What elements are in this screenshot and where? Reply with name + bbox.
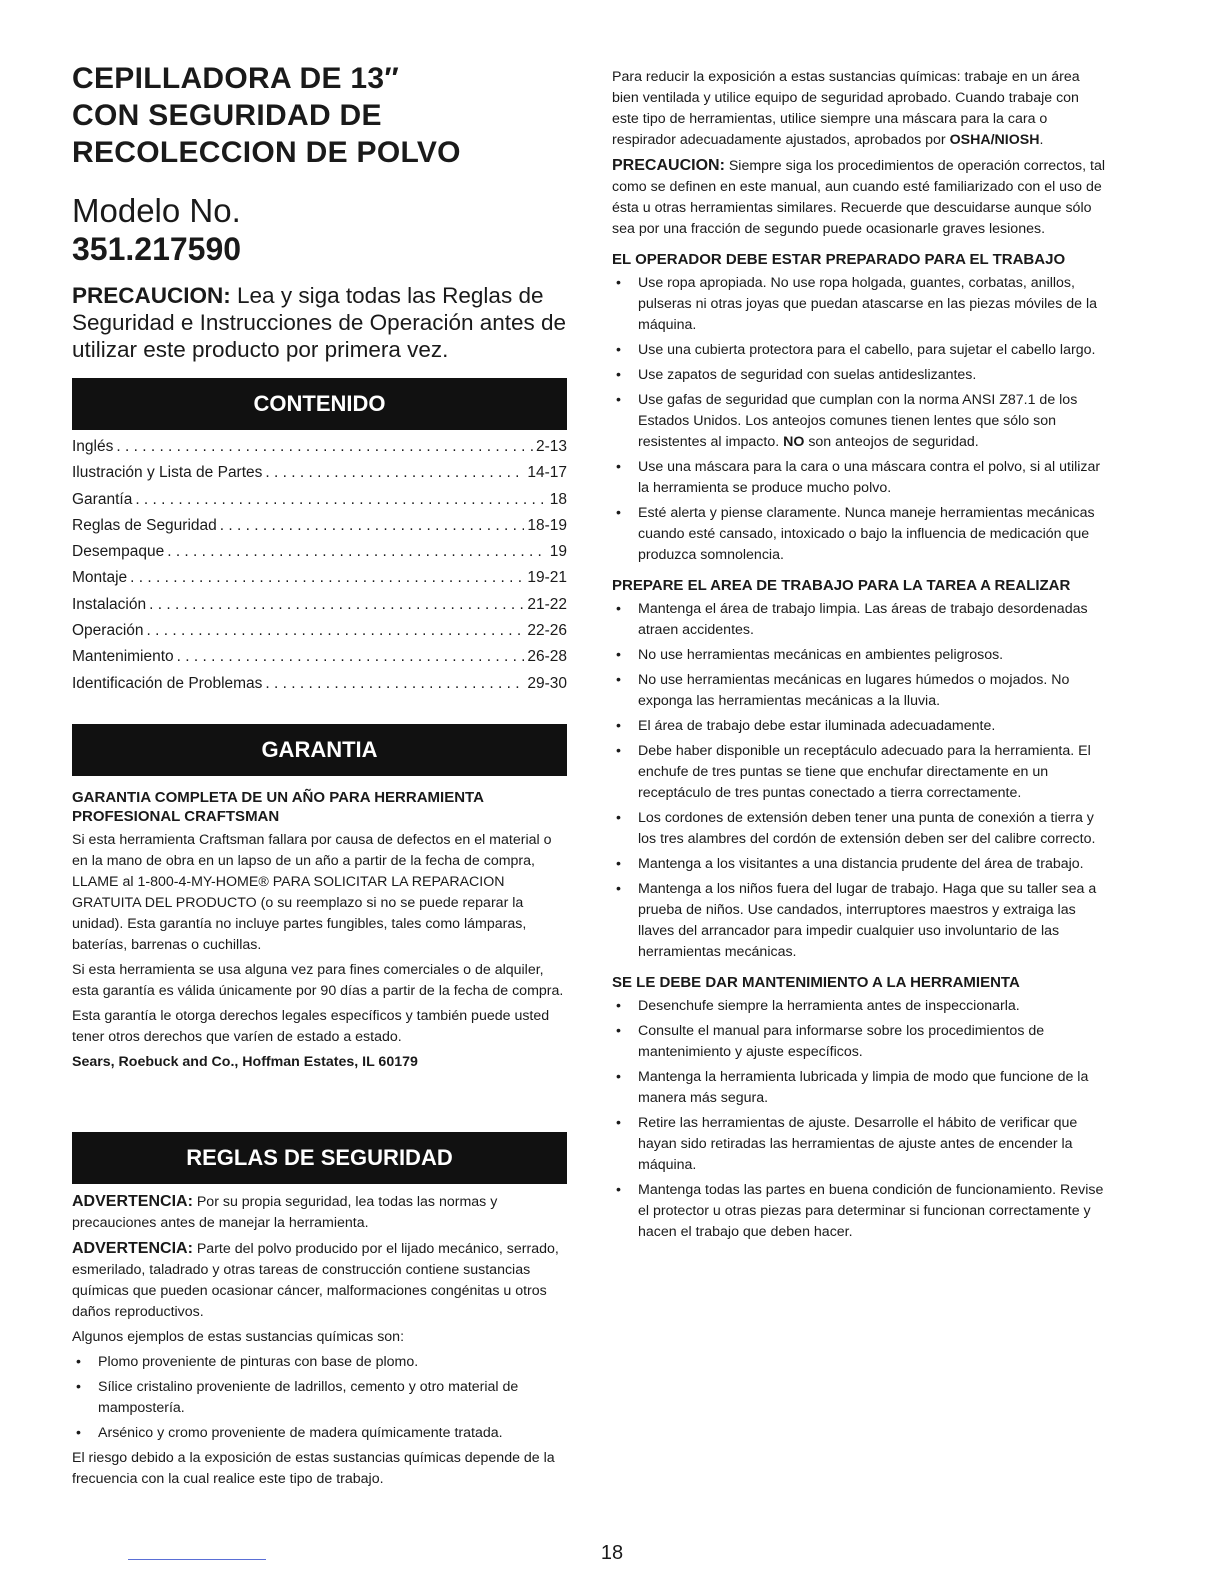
- toc-dot-leader: [265, 671, 524, 697]
- toc-entry-pages: 29-30: [527, 674, 567, 692]
- warranty-paragraph: Si esta herramienta Craftsman fallara por causa de defectos en el material o en la mano de obra en un lapso de un año a partir de la fecha de compra, LLAME al 1-800-4-MY-HOME® PARA SOLICITAR LA REPARACION GRATUITA DEL PRODUCTO (o su reemplazo si no se puede reparar la unidad). Esta garantía no incluye partes fungibles, tales como lámparas, baterías, barrenas o cuchillas.: [72, 832, 552, 953]
- list-item: • Use zapatos de seguridad con suelas antideslizantes.: [612, 365, 1107, 386]
- list-item: • Consulte el manual para informarse sobre los procedimientos de mantenimiento y ajuste específicos.: [612, 1021, 1107, 1063]
- footer-rule: [128, 1559, 266, 1560]
- toc-entry-label: Identificación de Problemas: [72, 674, 263, 692]
- toc-entry[interactable]: [72, 618, 567, 644]
- list-item: • Use ropa apropiada. No use ropa holgada, guantes, corbatas, anillos, pulseras ni otras joyas que puedan atascarse en las piezas móviles de la máquina.: [612, 273, 1107, 336]
- toc-dot-leader: [177, 644, 525, 670]
- list-item: • Esté alerta y piense claramente. Nunca maneje herramientas mecánicas cuando esté cansado, intoxicado o bajo la influencia de medicación que produzca somnolencia.: [612, 503, 1107, 566]
- maintenance-heading: SE LE DEBE DAR MANTENIMIENTO A LA HERRAMIENTA: [612, 974, 1020, 991]
- warranty-paragraph: Si esta herramienta se usa alguna vez para fines comerciales o de alquiler, esta garantía es válida únicamente por 90 días a partir de la fecha de compra.: [72, 962, 564, 999]
- toc-entry-label: Instalación: [72, 595, 147, 613]
- list-item: • Mantenga la herramienta lubricada y limpia de modo que funcione de la manera más segura.: [612, 1067, 1107, 1109]
- osha-niosh-label: OSHA/NIOSH: [949, 132, 1040, 148]
- title-line-3: RECOLECCION DE POLVO: [72, 136, 461, 169]
- toc-dot-leader: [265, 460, 524, 486]
- warranty-paragraph: Esta garantía le otorga derechos legales específicos y también puede usted tener otros derechos que varíen de estado a estado.: [72, 1008, 550, 1045]
- table-of-contents: [72, 434, 567, 697]
- toc-dot-leader: [167, 539, 547, 565]
- toc-dot-leader: [149, 592, 524, 618]
- toc-entry[interactable]: [72, 671, 567, 697]
- maintenance-list: [612, 996, 1107, 1243]
- exposure-text: Para reducir la exposición a estas sustancias químicas: trabaje en un área bien ventilada y utilice equipo de seguridad aprobado. Cuando trabaje con este tipo de herramientas, utilice siempre una máscara para la cara o respirador adecuadamente ajustados, aprobados por: [612, 69, 1080, 148]
- toc-entry-pages: 18-19: [527, 516, 567, 534]
- title-line-1: CEPILLADORA DE 13″: [72, 62, 400, 95]
- list-item: • Mantenga todas las partes en buena condición de funcionamiento. Revise el protector u otras piezas para determinar si funcionan correctamente y hacen el trabajo que deben hacer.: [612, 1180, 1107, 1243]
- toc-dot-leader: [147, 618, 525, 644]
- warning-1: [72, 1191, 567, 1234]
- page-number: 18: [600, 1542, 624, 1564]
- list-item: • El área de trabajo debe estar iluminada adecuadamente.: [612, 716, 1107, 737]
- toc-entry-pages: 18: [549, 490, 567, 508]
- caution-paragraph: [612, 155, 1107, 240]
- warranty-heading: GARANTIA: [72, 724, 567, 776]
- toc-entry-label: Ilustración y Lista de Partes: [72, 464, 263, 482]
- caution-label: PRECAUCION:: [612, 157, 725, 174]
- precaution-intro-label: PRECAUCION:: [72, 283, 231, 308]
- list-item-emphasis: NO: [783, 434, 805, 450]
- toc-entry[interactable]: [72, 565, 567, 591]
- contents-heading: CONTENIDO: [72, 378, 567, 430]
- list-item-text: Use gafas de seguridad que cumplan con la norma ANSI Z87.1 de los Estados Unidos. Los anteojos comunes tienen lentes que sólo son resistentes al impacto.: [638, 392, 1078, 450]
- toc-entry[interactable]: [72, 592, 567, 618]
- safety-section: [72, 1191, 567, 1494]
- toc-entry[interactable]: [72, 487, 567, 513]
- list-item: • Retire las herramientas de ajuste. Desarrolle el hábito de verificar que hayan sido retiradas las herramientas de ajuste antes de encender la máquina.: [612, 1113, 1107, 1176]
- warranty-address: Sears, Roebuck and Co., Hoffman Estates, IL 60179: [72, 1054, 418, 1070]
- toc-dot-leader: [116, 434, 533, 460]
- operator-heading: EL OPERADOR DEBE ESTAR PREPARADO PARA EL TRABAJO: [612, 251, 1066, 268]
- exposure-paragraph: [612, 67, 1107, 151]
- caution-text: Siempre siga los procedimientos de operación correctos, tal como se definen en este manual, aun cuando esté familiarizado con el uso de ésta u otras herramientas similares. Recuerde que descuidarse aunque sólo sea por una fracción de segundo puede ocasionarle graves lesiones.: [612, 158, 1105, 237]
- list-item: • Mantenga a los niños fuera del lugar de trabajo. Haga que su taller sea a prueba de niños. Use candados, interruptores maestros y extraiga las llaves del arrancador para impedir cualquier uso involuntario de las herramientas mecánicas.: [612, 879, 1107, 963]
- warranty-subheading: GARANTIA COMPLETA DE UN AÑO PARA HERRAMIENTA PROFESIONAL CRAFTSMAN: [72, 789, 484, 825]
- list-item: • No use herramientas mecánicas en lugares húmedos o mojados. No exponga las herramientas mecánicas a la lluvia.: [612, 670, 1107, 712]
- toc-entry[interactable]: [72, 460, 567, 486]
- toc-entry[interactable]: [72, 539, 567, 565]
- examples-intro: Algunos ejemplos de estas sustancias químicas son:: [72, 1329, 405, 1345]
- toc-entry-pages: 19-21: [527, 569, 567, 587]
- toc-entry-pages: 2-13: [535, 438, 567, 455]
- list-item: • Los cordones de extensión deben tener una punta de conexión a tierra y los tres alambres del cordón de extensión deben ser del calibre correcto.: [612, 808, 1107, 850]
- chemical-examples-list: [72, 1352, 567, 1444]
- toc-entry-label: Operación: [72, 622, 144, 640]
- toc-entry-label: Montaje: [72, 569, 128, 587]
- list-item: • Debe haber disponible un receptáculo adecuado para la herramienta. El enchufe de tres puntas se tiene que enchufar directamente en un receptáculo de tres puntas conectado a tierra correctamente.: [612, 741, 1107, 804]
- toc-entry-pages: 26-28: [527, 648, 567, 666]
- operator-list: [612, 273, 1107, 566]
- toc-entry-label: Garantía: [72, 490, 133, 508]
- warning-2-text: Parte del polvo producido por el lijado mecánico, serrado, esmerilado, taladrado y otras tareas de construcción contiene sustancias químicas que pueden ocasionar cáncer, malformaciones congénitas u otros daños reproductivos.: [72, 1241, 559, 1320]
- list-item-text: son anteojos de seguridad.: [804, 434, 979, 450]
- list-item: • Plomo proveniente de pinturas con base de plomo.: [72, 1352, 567, 1373]
- list-item: • Desenchufe siempre la herramienta antes de inspeccionarla.: [612, 996, 1107, 1017]
- safety-heading: REGLAS DE SEGURIDAD: [72, 1132, 567, 1184]
- toc-entry[interactable]: [72, 644, 567, 670]
- warning-1-label: ADVERTENCIA:: [72, 1193, 193, 1210]
- toc-dot-leader: [135, 487, 546, 513]
- toc-entry-pages: 21-22: [527, 595, 567, 613]
- workarea-list: [612, 599, 1107, 963]
- toc-entry-label: Inglés: [72, 438, 114, 455]
- model-number: 351.217590: [72, 231, 242, 267]
- toc-entry-pages: 19: [549, 543, 567, 561]
- toc-dot-leader: [220, 513, 525, 539]
- toc-entry-label: Reglas de Seguridad: [72, 516, 217, 534]
- toc-entry-label: Mantenimiento: [72, 648, 174, 666]
- list-item: • Sílice cristalino proveniente de ladrillos, cemento y otro material de mampostería.: [72, 1377, 567, 1419]
- list-item: • Arsénico y cromo proveniente de madera químicamente tratada.: [72, 1423, 567, 1444]
- precaution-intro-text: Lea y siga todas las Reglas de Seguridad e Instrucciones de Operación antes de utilizar este producto por primera vez.: [72, 283, 567, 362]
- list-item: [612, 390, 1107, 453]
- toc-entry[interactable]: [72, 513, 567, 539]
- list-item: • Mantenga el área de trabajo limpia. Las áreas de trabajo desordenadas atraen accidentes.: [612, 599, 1107, 641]
- right-column: [612, 67, 1107, 1247]
- model-label: Modelo No.: [72, 192, 241, 229]
- toc-entry-label: Desempaque: [72, 543, 165, 561]
- list-item: • No use herramientas mecánicas en ambientes peligrosos.: [612, 645, 1107, 666]
- risk-text: El riesgo debido a la exposición de estas sustancias químicas depende de la frecuencia con la cual realice este tipo de trabajo.: [72, 1450, 555, 1487]
- title-line-2: CON SEGURIDAD DE: [72, 99, 382, 132]
- toc-dot-leader: [130, 565, 524, 591]
- warning-2: [72, 1238, 567, 1323]
- toc-entry[interactable]: [72, 434, 567, 460]
- warning-1-text: Por su propia seguridad, lea todas las normas y precauciones antes de manejar la herramienta.: [72, 1194, 498, 1231]
- workarea-heading: PREPARE EL AREA DE TRABAJO PARA LA TAREA A REALIZAR: [612, 577, 1071, 594]
- exposure-text-end: .: [1039, 132, 1044, 148]
- list-item: • Mantenga a los visitantes a una distancia prudente del área de trabajo.: [612, 854, 1107, 875]
- toc-entry-pages: 14-17: [527, 464, 567, 482]
- list-item: • Use una máscara para la cara o una máscara contra el polvo, si al utilizar la herramienta se produce mucho polvo.: [612, 457, 1107, 499]
- list-item: • Use una cubierta protectora para el cabello, para sujetar el cabello largo.: [612, 340, 1107, 361]
- warranty-section: [72, 788, 567, 1077]
- precaution-intro: [72, 282, 572, 363]
- warning-2-label: ADVERTENCIA:: [72, 1240, 193, 1257]
- toc-entry-pages: 22-26: [527, 622, 567, 640]
- document-title: [72, 60, 572, 171]
